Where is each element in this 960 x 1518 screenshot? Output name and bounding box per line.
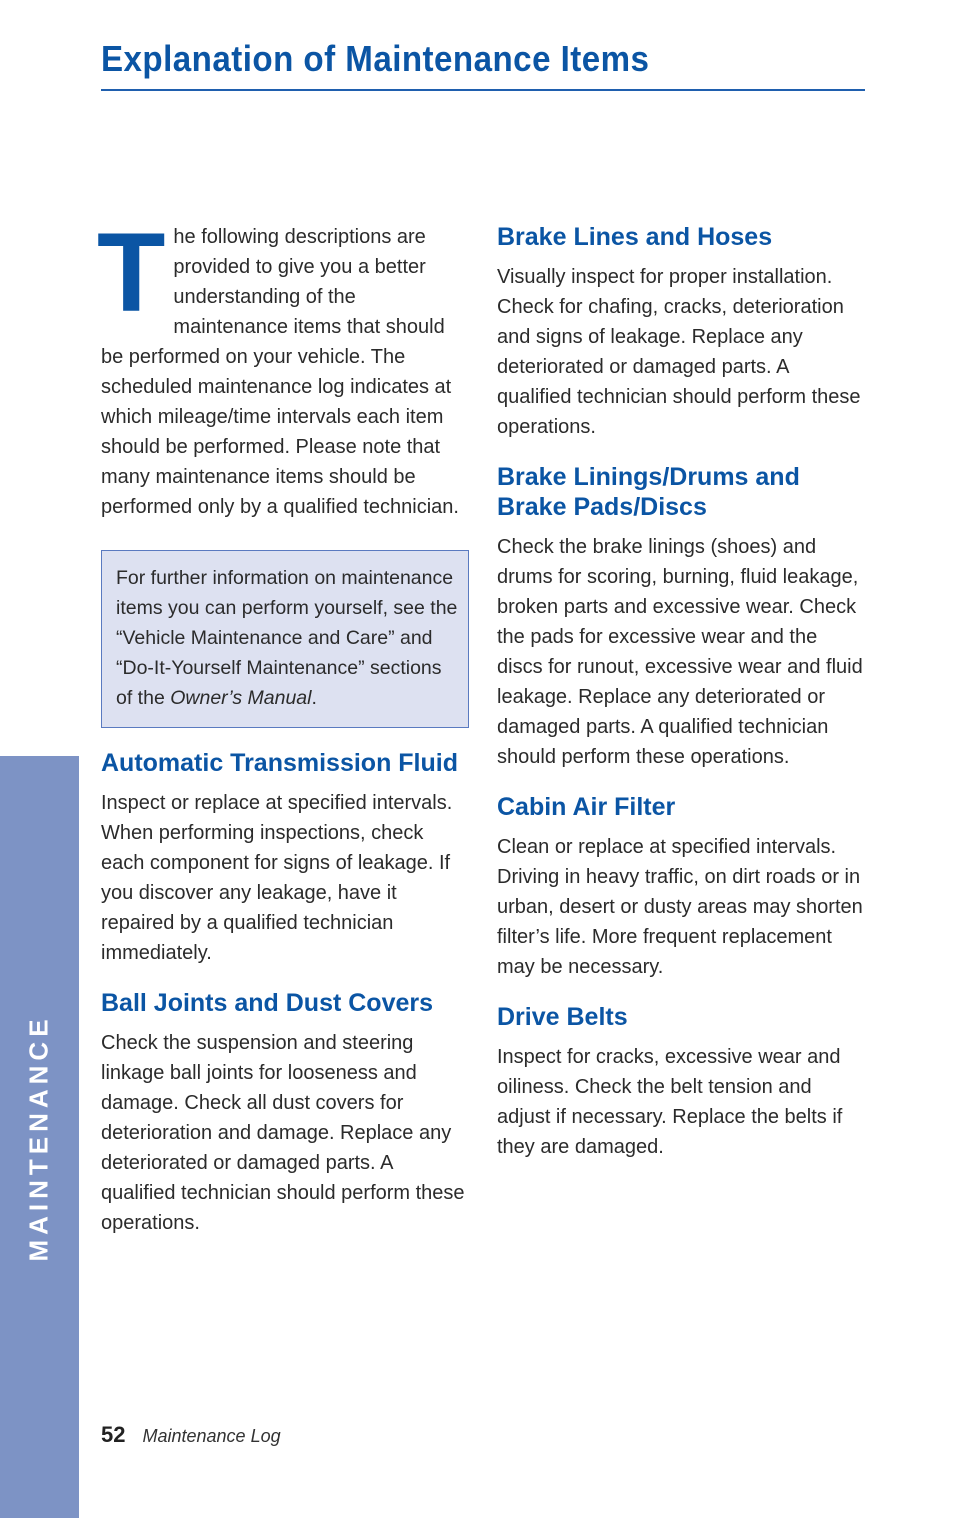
section-body: Inspect or replace at specified intervals. When performing inspections, check each component for signs of leakage. If you discover any leakage, have it repaired by a qualified technician immediately.	[101, 792, 453, 964]
left-column	[97, 210, 469, 1238]
section-ball-joints	[101, 988, 469, 1238]
section-heading: Drive Belts	[497, 1003, 628, 1031]
section-brake-lines	[497, 222, 867, 442]
section-cabin-air-filter	[497, 792, 867, 982]
page-number: 52	[101, 1422, 126, 1447]
page-title: Explanation of Maintenance Items	[101, 38, 650, 79]
note-box	[101, 550, 469, 728]
section-heading: Cabin Air Filter	[497, 793, 676, 821]
owners-manual-ref: Owner’s Manual	[170, 687, 312, 709]
note-end: .	[311, 687, 317, 709]
drop-cap: T	[97, 210, 166, 335]
note-text	[116, 563, 458, 713]
side-tab-label: MAINTENANCE	[23, 1014, 54, 1262]
section-heading: Brake Lines and Hoses	[497, 223, 773, 251]
title-rule	[101, 89, 865, 91]
section-heading: Ball Joints and Dust Covers	[101, 989, 434, 1017]
section-drive-belts	[497, 1002, 867, 1162]
section-heading: Automatic Transmission Fluid	[101, 749, 458, 777]
intro-text: he following descriptions are provided to give you a better understanding of the maintenance items that should be performed on your vehicle. The scheduled maintenance log indicates at which mileage/time intervals each item should be performed. Please note that many maintenance items should be performed only by a qualified technician.	[101, 226, 459, 518]
page-footer	[101, 1422, 281, 1448]
section-brake-linings	[497, 462, 867, 772]
note-text-main: For further information on maintenance items you can perform yourself, see the “Vehicle Maintenance and Care” and “Do-It-Yourself Maintenance” sections of the	[116, 567, 458, 709]
section-heading: Brake Linings/Drums and Brake Pads/Discs	[497, 463, 800, 521]
section-automatic-transmission-fluid	[101, 748, 469, 968]
footer-label: Maintenance Log	[142, 1426, 281, 1446]
section-body: Inspect for cracks, excessive wear and oiliness. Check the belt tension and adjust if necessary. Replace the belts if they are damaged.	[497, 1046, 843, 1158]
right-column	[497, 222, 867, 1162]
section-body: Visually inspect for proper installation. Check for chafing, cracks, deterioration and signs of leakage. Replace any deteriorated or damaged parts. A qualified technician should perform these operations.	[497, 266, 861, 438]
section-body: Check the suspension and steering linkage ball joints for looseness and damage. Check all dust covers for deterioration and damage. Replace any deteriorated or damaged parts. A qualified technician should perform these operations.	[101, 1032, 465, 1234]
section-body: Clean or replace at specified intervals. Driving in heavy traffic, on dirt roads or in urban, desert or dusty areas may shorten filter’s life. More frequent replacement may be necessary.	[497, 836, 863, 978]
intro-paragraph	[97, 210, 469, 522]
section-body: Check the brake linings (shoes) and drums for scoring, burning, fluid leakage, broken parts and excessive wear. Check the pads for excessive wear and the discs for runout, excessive wear and fluid leakage. Replace any deteriorated or damaged parts. A qualified technician should perform these operations.	[497, 536, 863, 768]
